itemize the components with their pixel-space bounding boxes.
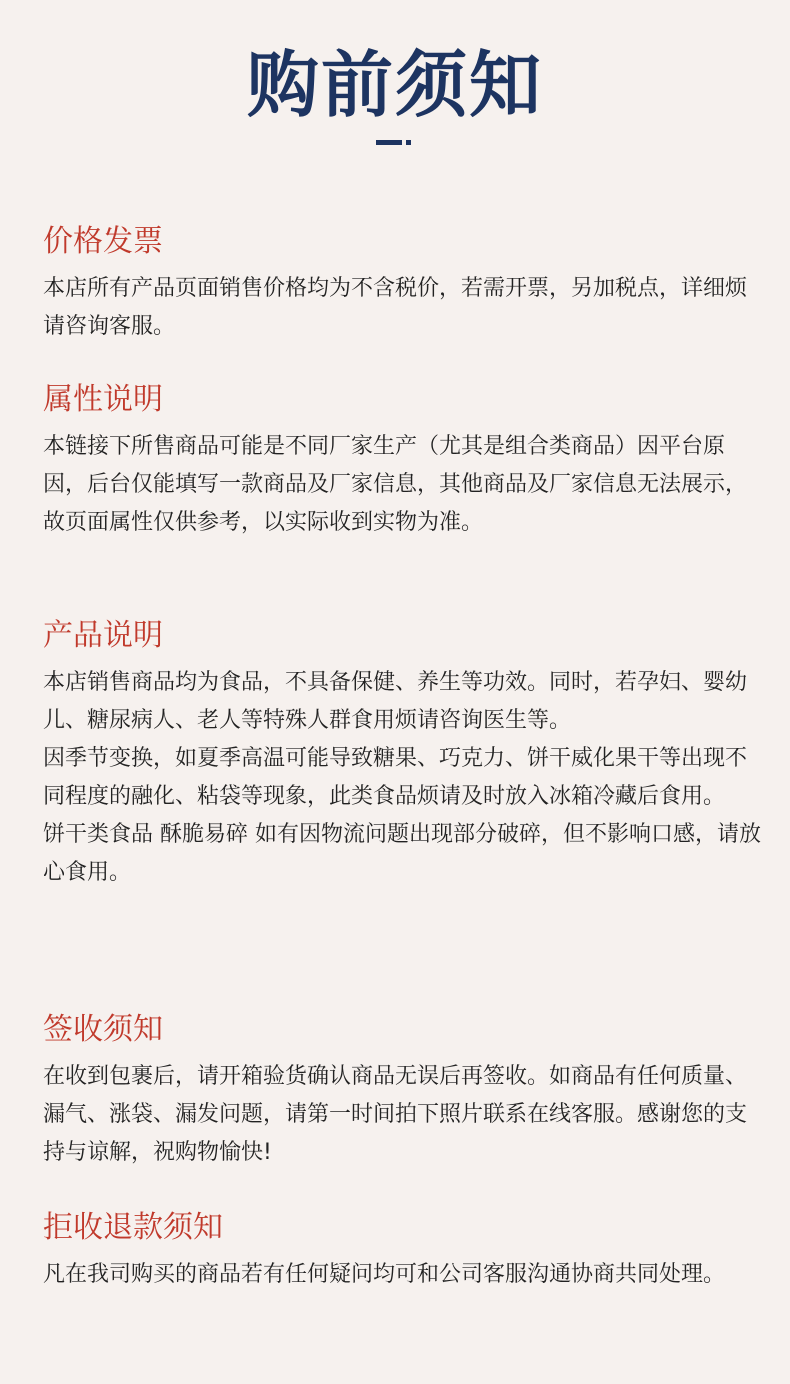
section-paragraph: 在收到包裹后，请开箱验货确认商品无误后再签收。如商品有任何质量、漏气、涨袋、漏发问题，请第一时间拍下照片联系在线客服。感谢您的支持与谅解，祝购物愉快! <box>43 1064 748 1165</box>
section-heading: 价格发票 <box>43 224 163 259</box>
section-heading: 拒收退款须知 <box>43 1210 223 1245</box>
section-paragraph: 本店所有产品页面销售价格均为不含税价，若需开票，另加税点，详细烦请咨询客服。 <box>43 276 748 339</box>
section-product-info <box>43 614 763 892</box>
section-heading: 签收须知 <box>43 1012 163 1047</box>
section-heading: 产品说明 <box>43 618 163 653</box>
section-paragraph: 饼干类食品 酥脆易碎 如有因物流问题出现部分破碎，但不影响口感，请放心食用。 <box>43 822 761 885</box>
page-title: 购前须知 <box>246 43 543 127</box>
section-paragraph: 本链接下所售商品可能是不同厂家生产（尤其是组合类商品）因平台原因，后台仅能填写一款商品及厂家信息，其他商品及厂家信息无法展示，故页面属性仅供参考，以实际收到实物为准。 <box>43 434 748 535</box>
title-underline-decoration <box>376 140 402 145</box>
section-price-invoice <box>43 220 763 346</box>
section-refund <box>43 1206 763 1294</box>
section-attributes <box>43 378 763 542</box>
section-paragraph: 凡在我司购买的商品若有任何疑问均可和公司客服沟通协商共同处理。 <box>43 1262 726 1287</box>
section-receipt <box>43 1008 763 1172</box>
section-paragraph: 因季节变换，如夏季高温可能导致糖果、巧克力、饼干威化果干等出现不同程度的融化、粘袋等现象，此类食品烦请及时放入冰箱冷藏后食用。 <box>43 746 748 809</box>
section-paragraph: 本店销售商品均为食品，不具备保健、养生等功效。同时，若孕妇、婴幼儿、糖尿病人、老人等特殊人群食用烦请咨询医生等。 <box>43 670 748 733</box>
section-heading: 属性说明 <box>43 382 163 417</box>
